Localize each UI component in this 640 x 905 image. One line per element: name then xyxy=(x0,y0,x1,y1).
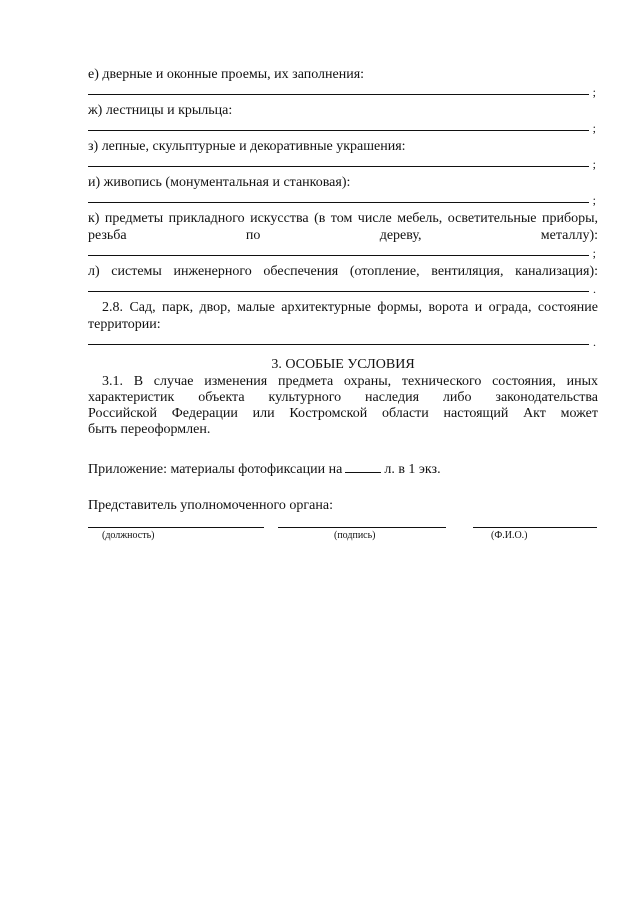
blank-rule xyxy=(88,130,589,131)
fill-in-line[interactable] xyxy=(88,245,598,260)
section-heading: 3. ОСОБЫЕ УСЛОВИЯ xyxy=(271,357,415,372)
blank-rule xyxy=(88,94,589,95)
line-end-punctuation: ; xyxy=(592,246,596,260)
form-item xyxy=(88,174,598,207)
form-item xyxy=(88,263,598,296)
representative-label: Представитель уполномоченного органа: xyxy=(88,498,333,513)
fill-in-line[interactable] xyxy=(88,84,598,99)
section-paragraph xyxy=(88,374,598,438)
signature-line[interactable] xyxy=(278,526,446,528)
blank-rule xyxy=(88,255,589,256)
item-label: и) живопись (монументальная и станковая): xyxy=(88,175,351,190)
attachment-text: Приложение: материалы фотофиксации на xyxy=(88,462,343,477)
attachment-sheets-blank[interactable] xyxy=(345,461,381,473)
item-label: л) системы инженерного обеспечения (отопление, вентиляция, канализация): xyxy=(88,264,598,279)
item-label: е) дверные и оконные проемы, их заполнения: xyxy=(88,67,365,82)
position-signature-line[interactable] xyxy=(88,526,264,528)
paragraph-line: 3.1. В случае изменения предмета охраны, технического состояния, иных xyxy=(102,374,598,389)
blank-rule xyxy=(88,166,589,167)
line-end-punctuation: . xyxy=(593,335,596,349)
line-end-punctuation: ; xyxy=(592,193,596,207)
fill-in-line[interactable] xyxy=(88,192,598,207)
fill-in-line[interactable] xyxy=(88,120,598,135)
attachment-text-suffix: л. в 1 экз. xyxy=(384,462,441,477)
fill-in-line[interactable] xyxy=(88,156,598,171)
paragraph-line: быть переоформлен. xyxy=(88,422,211,437)
form-item xyxy=(88,138,598,171)
line-end-punctuation: ; xyxy=(592,85,596,99)
blank-rule xyxy=(88,202,589,203)
name-caption: (Ф.И.О.) xyxy=(491,530,528,541)
item-label: 2.8. Сад, парк, двор, малые архитектурные формы, ворота и ограда, состояние территории: xyxy=(88,300,598,332)
blank-rule xyxy=(88,344,589,345)
position-caption: (должность) xyxy=(102,530,155,541)
signature-caption: (подпись) xyxy=(334,530,376,541)
item-label: з) лепные, скульптурные и декоративные украшения: xyxy=(88,139,406,154)
line-end-punctuation: ; xyxy=(592,157,596,171)
attachment-line xyxy=(88,461,441,478)
form-item xyxy=(88,299,598,349)
name-signature-line[interactable] xyxy=(473,526,597,528)
inspection-items xyxy=(88,66,598,352)
form-item xyxy=(88,66,598,99)
paragraph-line: характеристик объекта культурного наследия либо законодательства xyxy=(88,390,598,405)
form-item xyxy=(88,102,598,135)
fill-in-line[interactable] xyxy=(88,281,598,296)
blank-rule xyxy=(88,291,589,292)
line-end-punctuation: ; xyxy=(592,121,596,135)
paragraph-line: Российской Федерации или Костромской области настоящий Акт может xyxy=(88,406,598,421)
line-end-punctuation: . xyxy=(593,282,596,296)
item-label: к) предметы прикладного искусства (в том числе мебель, осветительные приборы, резьба по дереву, металлу): xyxy=(88,211,598,243)
fill-in-line[interactable] xyxy=(88,334,598,349)
form-item xyxy=(88,210,598,260)
item-label: ж) лестницы и крыльца: xyxy=(88,103,233,118)
